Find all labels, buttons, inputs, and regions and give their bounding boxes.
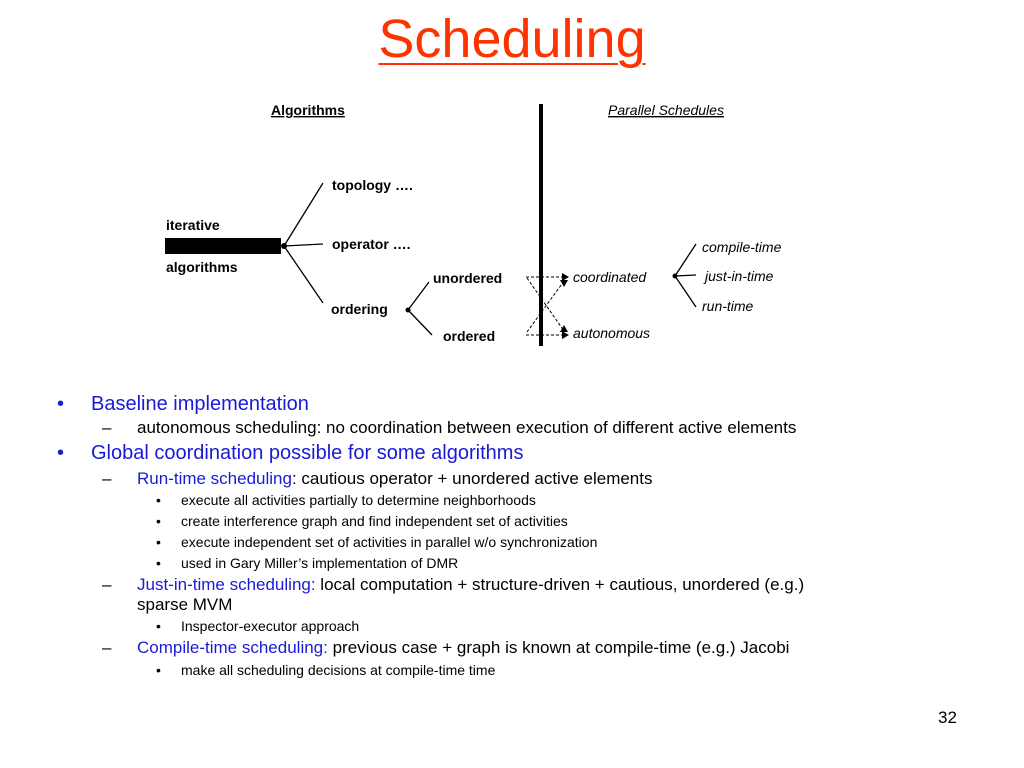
bullet-global-coordination: Global coordination possible for some algorithms — [91, 442, 524, 464]
run-time-highlight: Run-time scheduling — [137, 469, 292, 488]
compile-item: make all scheduling decisions at compile-time time — [181, 662, 496, 678]
sub-autonomous: autonomous scheduling: no coordination between execution of different active elements — [137, 418, 797, 437]
sub-bullet-marker: • — [156, 618, 161, 634]
algorithms-heading: Algorithms — [271, 102, 345, 118]
run-time-text: : cautious operator + unordered active elements — [291, 469, 653, 488]
jit-highlight: Just-in-time scheduling: — [137, 575, 316, 594]
sub-bullet-marker: • — [156, 662, 161, 678]
edge-ordering-ordered — [408, 310, 432, 335]
branch-ordering: ordering — [331, 301, 388, 317]
scheduling-diagram — [0, 0, 1024, 380]
jit-text-cont: sparse MVM — [137, 595, 233, 614]
bullet-marker: • — [57, 442, 65, 464]
edge-root-topology — [284, 183, 323, 246]
edge-root-operator — [284, 244, 323, 246]
edge-coord-jit — [675, 275, 696, 276]
sub-run-time — [137, 469, 653, 489]
edge-coord-compile — [675, 244, 696, 276]
branch-operator: operator …. — [332, 236, 411, 252]
root-label-top: iterative — [166, 217, 220, 233]
branch-topology: topology …. — [332, 177, 413, 193]
sub-bullet-marker: • — [156, 492, 161, 508]
sub-bullet-marker: • — [156, 534, 161, 550]
slide-title: Scheduling — [378, 9, 646, 69]
ordering-unordered: unordered — [433, 270, 503, 286]
bullet-baseline: Baseline implementation — [91, 393, 309, 415]
jit-text: local computation + structure-driven + cautious, unordered (e.g.) — [315, 575, 805, 594]
root-bar — [165, 238, 281, 254]
sub-compile-time — [137, 638, 789, 658]
dash-marker: – — [102, 469, 112, 488]
compile-text: previous case + graph is known at compile-time (e.g.) Jacobi — [327, 638, 790, 657]
sched-coordinated: coordinated — [573, 269, 647, 285]
dash-marker: – — [102, 638, 112, 657]
parallel-schedules-heading: Parallel Schedules — [608, 102, 724, 118]
page-number: 32 — [938, 708, 957, 727]
sub-bullet-marker: • — [156, 555, 161, 571]
coord-compile-time: compile-time — [702, 239, 782, 255]
coord-just-in-time: just-in-time — [705, 268, 774, 284]
edge-root-ordering — [284, 246, 323, 303]
dash-marker: – — [102, 575, 112, 594]
run-item: create interference graph and find independent set of activities — [181, 513, 568, 529]
compile-highlight: Compile-time scheduling: — [137, 638, 328, 657]
mapping-arrows — [526, 277, 564, 335]
run-item: execute independent set of activities in parallel w/o synchronization — [181, 534, 598, 550]
ordering-ordered: ordered — [443, 328, 496, 344]
jit-item: Inspector-executor approach — [181, 618, 360, 634]
coord-run-time: run-time — [702, 298, 754, 314]
dash-marker: – — [102, 418, 112, 437]
sub-just-in-time — [137, 575, 804, 595]
bullet-marker: • — [57, 393, 65, 415]
sched-autonomous: autonomous — [573, 325, 651, 341]
root-label-bottom: algorithms — [166, 259, 238, 275]
edge-coord-runtime — [675, 276, 696, 307]
run-item: used in Gary Miller’s implementation of DMR — [181, 555, 459, 571]
run-item: execute all activities partially to determine neighborhoods — [181, 492, 536, 508]
sub-bullet-marker: • — [156, 513, 161, 529]
edge-ordering-unordered — [408, 282, 429, 310]
arrowheads — [560, 273, 569, 339]
